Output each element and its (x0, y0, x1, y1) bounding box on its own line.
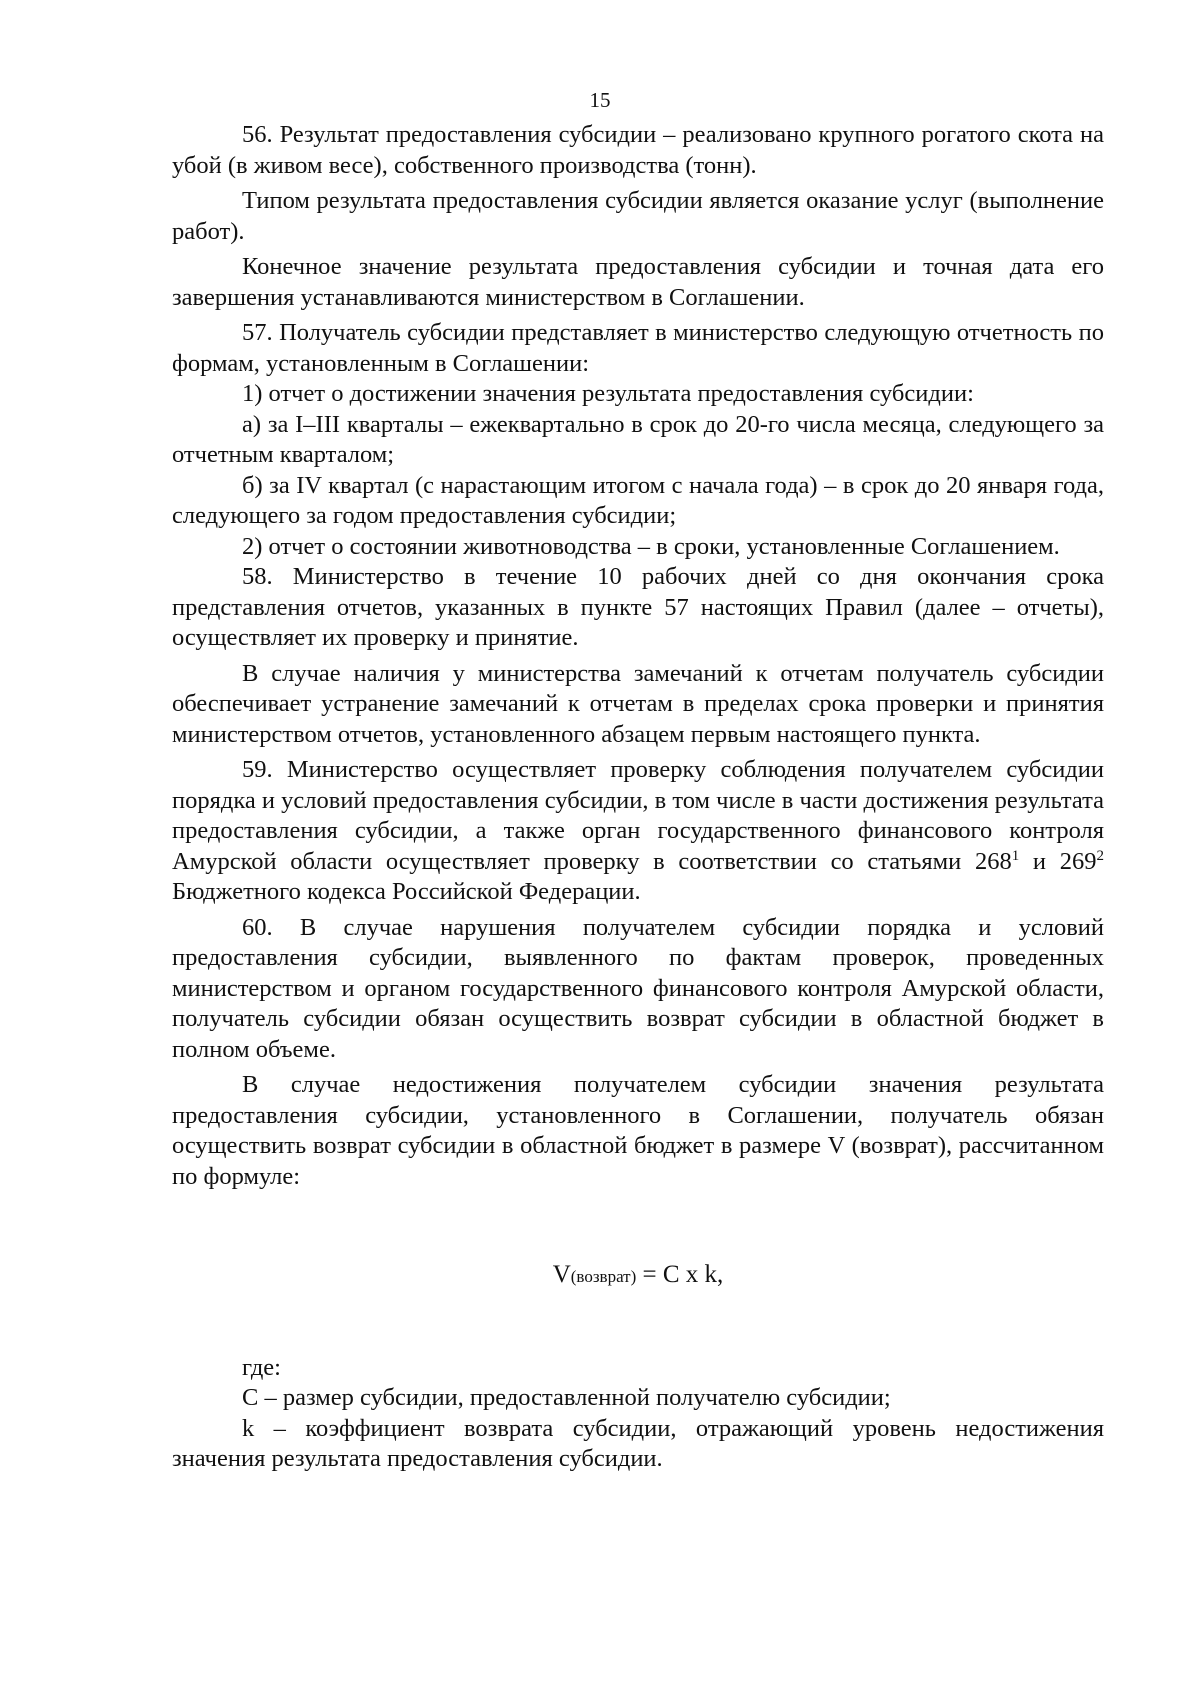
definition-k: k – коэффициент возврата субсидии, отражающий уровень недостижения значения результата предоставления субсидии. (172, 1414, 1104, 1472)
paragraph-57-item-1b: б) за IV квартал (с нарастающим итогом с начала года) – в срок до 20 января года, следующего за годом предоставления субсидии; (172, 471, 1104, 529)
paragraph-57: 57. Получатель субсидии представляет в министерство следующую отчетность по формам, установленным в Соглашении: (172, 319, 1104, 377)
page-number: 15 (589, 88, 611, 112)
paragraph-60-shortfall: В случае недостижения получателем субсидии значения результата предоставления субсидии, установленного в Соглашении, получатель обязан осуществить возврат субсидии в областной бюджет в размере V (возврат), рассчитанном по формуле: (172, 1071, 1104, 1190)
document-body (172, 120, 1104, 1475)
paragraph-57-item-1: 1) отчет о достижении значения результата предоставления субсидии: (242, 380, 974, 407)
footnote-superscript-1: 1 (1011, 847, 1020, 864)
where-label: где: (242, 1353, 281, 1381)
paragraph-59-text-b: Бюджетного кодекса Российской Федерации. (172, 878, 641, 905)
paragraph-57-item-1a: а) за I–III кварталы – ежеквартально в срок до 20-го числа месяца, следующего за отчетным кварталом; (172, 410, 1104, 468)
paragraph-59-text-a: 59. Министерство осуществляет проверку соблюдения получателем субсидии порядка и условий предоставления субсидии, в том числе в части достижения результата предоставления субсидии, а также орган государственного финансового контроля Амурской области осуществляет проверку в соответствии со статьями 268 (172, 756, 1104, 875)
paragraph-57-item-2: 2) отчет о состоянии животноводства – в сроки, установленные Соглашением. (242, 532, 1060, 560)
paragraph-60: 60. В случае нарушения получателем субсидии порядка и условий предоставления субсидии, выявленного по фактам проверок, проведенных министерством и органом государственного финансового контроля Амурской области, получатель субсидии обязан осуществить возврат субсидии в областной бюджет в полном объеме. (172, 913, 1104, 1063)
paragraph-56: 56. Результат предоставления субсидии – реализовано крупного рогатого скота на убой (в живом весе), собственного производства (тонн). (172, 121, 1104, 179)
paragraph-58: 58. Министерство в течение 10 рабочих дней со дня окончания срока представления отчетов, указанных в пункте 57 настоящих Правил (далее – отчеты), осуществляет их проверку и принятие. (172, 563, 1104, 651)
formula-lhs-subscript: (возврат) (570, 1267, 637, 1286)
paragraph-58-remarks: В случае наличия у министерства замечаний к отчетам получатель субсидии обеспечивает устранение замечаний к отчетам в пределах срока проверки и принятия министерством отчетов, установленного абзацем первым настоящего пункта. (172, 659, 1104, 748)
definition-c: C – размер субсидии, предоставленной получателю субсидии; (242, 1384, 891, 1411)
formula-lhs: V (552, 1261, 571, 1288)
footnote-superscript-2: 2 (1096, 847, 1104, 864)
paragraph-56-type: Типом результата предоставления субсидии является оказание услуг (выполнение работ). (172, 187, 1104, 245)
paragraph-59 (172, 755, 1104, 908)
paragraph-56-final: Конечное значение результата предоставления субсидии и точная дата его завершения устанавливаются министерством в Соглашении. (172, 253, 1104, 311)
formula-rhs: = C x k, (636, 1261, 724, 1288)
paragraph-59-text-and: и 269 (1019, 847, 1097, 875)
return-formula (172, 1260, 1104, 1293)
